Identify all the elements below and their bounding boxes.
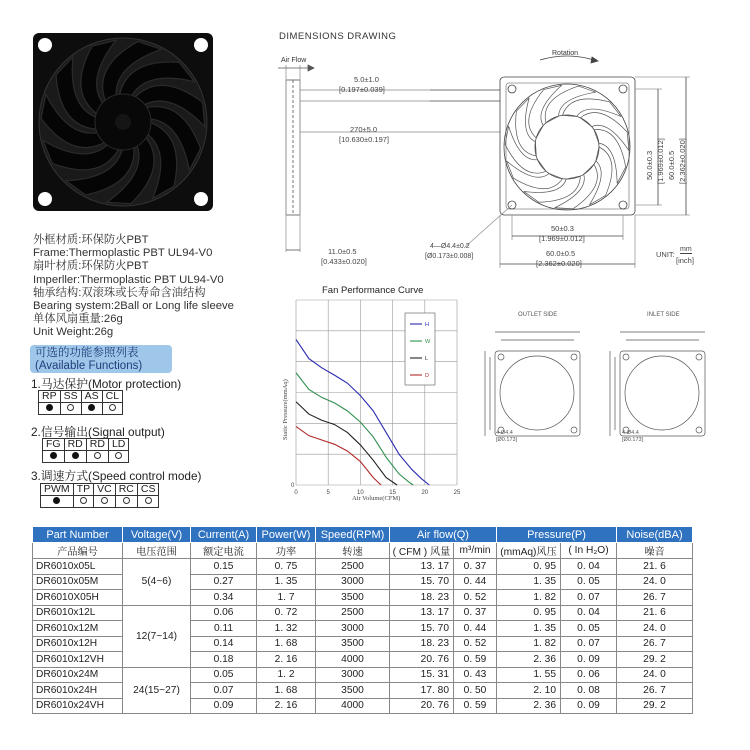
empty-circle-icon [145, 497, 152, 504]
table-cell: 0.15 [191, 559, 257, 575]
table-cell: 1. 82 [497, 590, 561, 606]
dim-hole-in: [Ø0.173±0.008] [425, 253, 474, 260]
motor-protection-heading: 1.马达保护(Motor protection) [31, 377, 182, 391]
chart-legend-label: W [425, 339, 431, 345]
outlet-side-label: OUTLET SIDE [518, 312, 558, 318]
table-cell: 0. 08 [561, 683, 617, 699]
table-cell: DR6010x24H [33, 683, 123, 699]
inlet-holes-label: 4-Ø4.4 [622, 430, 639, 436]
table-cell: 0.34 [191, 590, 257, 606]
option-label: RD [64, 439, 86, 451]
table-cell: 0. 05 [561, 574, 617, 590]
subheader-cell: (mmAq)风压 [497, 543, 561, 559]
spec-table [32, 526, 693, 714]
filled-dot-icon [53, 497, 60, 504]
table-cell: DR6010x12VH [33, 652, 123, 668]
dim-pitch: 50±0.3 [551, 224, 574, 233]
dim-hole: 4—Ø4.4±0.2 [430, 243, 470, 250]
inlet-holes-in-label: [Ø0.173] [622, 437, 644, 443]
table-cell: 26. 7 [617, 590, 693, 606]
subheader-cell: 功率 [257, 543, 316, 559]
filled-dot-icon [72, 452, 79, 459]
subheader-cell: m³/min [454, 543, 497, 559]
table-cell: 0. 06 [561, 667, 617, 683]
table-cell: 2500 [316, 559, 390, 575]
spec-line: Bearing system:2Ball or Long life sleeve [33, 300, 234, 313]
dim-lead-in: [10.630±0.197] [339, 135, 389, 144]
option-label: RP [39, 391, 61, 403]
fan-blade [594, 130, 626, 184]
table-cell: 1. 68 [257, 683, 316, 699]
table-cell: 3500 [316, 683, 390, 699]
table-cell: 0. 75 [257, 559, 316, 575]
unit-label: UNIT: [656, 250, 675, 259]
speed-control-heading: 3.调速方式(Speed control mode) [31, 469, 202, 483]
chart-ylabel: Static Pressure(mmAq) [282, 379, 289, 440]
subheader-cell: ( In H₂O) [561, 543, 617, 559]
option-label: PWM [41, 484, 74, 496]
table-cell: 0. 52 [454, 636, 497, 652]
chart-xtick-label: 5 [326, 490, 330, 496]
table-cell: DR6010x24VH [33, 698, 123, 714]
table-cell: 12(7~14) [123, 605, 191, 667]
table-cell: 5(4~6) [123, 559, 191, 606]
functions-title-en: (Available Functions) [35, 359, 143, 372]
table-row [33, 559, 693, 575]
table-cell: 0. 04 [561, 605, 617, 621]
chart-series-line-D [296, 426, 381, 485]
speed-control-table [40, 483, 159, 508]
table-cell: 0. 52 [454, 590, 497, 606]
chart-xtick-label: 10 [357, 490, 364, 496]
table-cell: 24(15~27) [123, 667, 191, 714]
subheader-cell: ( CFM ) 风量 [390, 543, 454, 559]
option-label: RC [115, 484, 137, 496]
table-cell: 0. 44 [454, 574, 497, 590]
table-cell: 3500 [316, 636, 390, 652]
chart-legend-label: H [425, 322, 429, 328]
table-cell: 0.14 [191, 636, 257, 652]
table-cell: 1. 35 [497, 574, 561, 590]
table-cell: 15. 31 [390, 667, 454, 683]
signal-output-table [42, 438, 129, 463]
table-cell: 3000 [316, 667, 390, 683]
functions-title-cn: 可选的功能参照列表 [35, 347, 139, 359]
table-header-row [33, 527, 693, 543]
table-cell: 0.06 [191, 605, 257, 621]
unit-inch: [inch] [676, 256, 694, 265]
outlet-side-drawing [485, 332, 580, 436]
empty-circle-icon [101, 497, 108, 504]
chart-legend-label: D [425, 373, 429, 379]
table-cell: 0. 09 [561, 652, 617, 668]
table-row [33, 605, 693, 621]
filled-dot-icon [50, 452, 57, 459]
spec-list [33, 234, 273, 340]
table-cell: 0. 50 [454, 683, 497, 699]
table-cell: 2. 36 [497, 652, 561, 668]
spec-line: Unit Weight:26g [33, 326, 114, 339]
table-cell: 21. 6 [617, 605, 693, 621]
table-cell: 1. 7 [257, 590, 316, 606]
subheader-cell: 噪音 [617, 543, 693, 559]
side-view-drawing [278, 65, 500, 252]
table-cell: 0.27 [191, 574, 257, 590]
chart-xtick-label: 0 [294, 490, 298, 496]
table-cell: 20. 76 [390, 698, 454, 714]
table-cell: 2500 [316, 605, 390, 621]
header-cell: Speed(RPM) [316, 527, 390, 543]
option-label: CS [137, 484, 159, 496]
table-cell: 1. 82 [497, 636, 561, 652]
inlet-side-label: INLET SIDE [647, 312, 680, 318]
dim-lead: 270±5.0 [350, 125, 378, 134]
table-cell: 3000 [316, 621, 390, 637]
chart-xtick-label: 20 [421, 490, 429, 496]
option-label: CL [102, 391, 122, 403]
table-cell: 1. 55 [497, 667, 561, 683]
header-cell: Current(A) [191, 527, 257, 543]
table-cell: DR6010x12L [33, 605, 123, 621]
option-label: TP [73, 484, 93, 496]
table-cell: 2. 10 [497, 683, 561, 699]
fan-blade [507, 161, 563, 189]
table-cell: 29. 2 [617, 652, 693, 668]
filled-dot-icon [46, 404, 53, 411]
table-cell: 0.05 [191, 667, 257, 683]
dim-size: 60.0±0.5 [546, 249, 576, 258]
header-cell: Part Number [33, 527, 123, 543]
spec-line: 扇叶材质:环保防火PBT [33, 260, 149, 273]
fan-blade [524, 176, 581, 202]
table-cell: 0.09 [191, 698, 257, 714]
table-cell: 0. 59 [454, 652, 497, 668]
header-cell: Voltage(V) [123, 527, 191, 543]
table-cell: 2. 36 [497, 698, 561, 714]
table-cell: 0. 05 [561, 621, 617, 637]
chart-xtick-label: 25 [453, 490, 461, 496]
table-cell: DR6010x12H [33, 636, 123, 652]
unit-mm: mm [680, 246, 692, 253]
option-label: FG [43, 439, 65, 451]
table-cell: DR6010x12M [33, 621, 123, 637]
empty-circle-icon [67, 404, 74, 411]
inlet-side-drawing [610, 332, 705, 436]
table-cell: 0. 95 [497, 559, 561, 575]
header-cell: Power(W) [257, 527, 316, 543]
table-cell: DR6010x24M [33, 667, 123, 683]
table-cell: 0. 44 [454, 621, 497, 637]
table-cell: 1. 35 [497, 621, 561, 637]
table-cell: 26. 7 [617, 683, 693, 699]
subheader-cell: 电压范围 [123, 543, 191, 559]
table-cell: 0. 04 [561, 559, 617, 575]
signal-output-heading: 2.信号输出(Signal output) [31, 425, 165, 439]
motor-protection-table [38, 390, 123, 415]
table-cell: 0.18 [191, 652, 257, 668]
dim-thick-in: [0.433±0.020] [321, 257, 367, 266]
outlet-holes-label: 4-Ø4.4 [496, 430, 513, 436]
spec-line: Imperller:Thermoplastic PBT UL94-V0 [33, 273, 224, 286]
table-cell: 0.07 [191, 683, 257, 699]
dim-depth-in: [0.197±0.039] [339, 85, 385, 94]
table-cell: 18. 23 [390, 636, 454, 652]
table-row [33, 667, 693, 683]
table-cell: 15. 70 [390, 621, 454, 637]
rotation-label: Rotation [552, 50, 579, 57]
table-cell: 24. 0 [617, 574, 693, 590]
table-cell: 0. 95 [497, 605, 561, 621]
option-label: LD [108, 439, 128, 451]
fan-blade [580, 113, 629, 151]
chart-xlabel: Air Volume(CFM) [352, 495, 401, 502]
table-cell: 1. 35 [257, 574, 316, 590]
fan-blade [545, 86, 596, 123]
header-cell: Noise(dBA) [617, 527, 693, 543]
dim-v2-in: [2.362±0.020] [678, 138, 687, 184]
table-cell: 0.11 [191, 621, 257, 637]
table-cell: 13. 17 [390, 605, 454, 621]
empty-circle-icon [94, 452, 101, 459]
table-subheader-row [33, 543, 693, 559]
dim-pitch-in: [1.969±0.012] [539, 234, 585, 243]
table-cell: 3000 [316, 574, 390, 590]
table-cell: 2. 16 [257, 652, 316, 668]
functions-badge [30, 345, 172, 373]
table-cell: 0. 72 [257, 605, 316, 621]
table-cell: 4000 [316, 698, 390, 714]
chart-title: Fan Performance Curve [322, 285, 424, 296]
table-cell: 1. 2 [257, 667, 316, 683]
empty-circle-icon [109, 404, 116, 411]
dim-v2: 60.0±0.5 [667, 150, 676, 180]
table-cell: 13. 17 [390, 559, 454, 575]
filled-dot-icon [88, 404, 95, 411]
table-cell: 3500 [316, 590, 390, 606]
table-cell: 26. 7 [617, 636, 693, 652]
table-cell: 1. 32 [257, 621, 316, 637]
spec-line: 单体风扇重量:26g [33, 313, 123, 326]
header-cell: Pressure(P) [497, 527, 617, 543]
table-cell: 21. 6 [617, 559, 693, 575]
table-cell: 17. 80 [390, 683, 454, 699]
spec-line: Frame:Thermoplastic PBT UL94-V0 [33, 247, 213, 260]
table-cell: 15. 70 [390, 574, 454, 590]
table-cell: DR6010x05M [33, 574, 123, 590]
dim-thick: 11.0±0.5 [328, 247, 357, 256]
table-cell: 4000 [316, 652, 390, 668]
fan-blade [505, 126, 546, 173]
table-cell: 24. 0 [617, 667, 693, 683]
table-cell: 20. 76 [390, 652, 454, 668]
chart-xtick-label: 15 [389, 490, 396, 496]
table-cell: 0. 09 [561, 698, 617, 714]
empty-circle-icon [80, 497, 87, 504]
airflow-label: Air Flow [281, 57, 307, 64]
table-cell: 1. 68 [257, 636, 316, 652]
subheader-cell: 额定电流 [191, 543, 257, 559]
option-label: AS [81, 391, 102, 403]
table-cell: 2. 16 [257, 698, 316, 714]
header-cell: Air flow(Q) [390, 527, 497, 543]
drawing-title: DIMENSIONS DRAWING [279, 31, 397, 42]
table-cell: 0. 43 [454, 667, 497, 683]
table-cell: 24. 0 [617, 621, 693, 637]
chart-legend-label: L [425, 356, 429, 362]
fan-blade [589, 147, 612, 205]
dim-v1-in: [1.969±0.012] [656, 138, 665, 184]
option-label: VC [94, 484, 116, 496]
table-cell: 0. 37 [454, 605, 497, 621]
subheader-cell: 转速 [316, 543, 390, 559]
table-cell: 0. 07 [561, 590, 617, 606]
chart-ytick-label: 0 [291, 483, 295, 489]
option-label: RD̅ [86, 439, 108, 451]
table-cell: DR6010X05H [33, 590, 123, 606]
dim-v1: 50.0±0.3 [645, 150, 654, 180]
subheader-cell: 产品编号 [33, 543, 123, 559]
table-cell: 0. 37 [454, 559, 497, 575]
spec-line: 轴承结构:双滚珠或长寿命含油结构 [33, 286, 206, 299]
performance-chart [291, 300, 461, 496]
chart-series-line-L [296, 402, 397, 485]
option-label: SS [60, 391, 81, 403]
table-cell: 0. 07 [561, 636, 617, 652]
table-cell: 18. 23 [390, 590, 454, 606]
table-cell: DR6010x05L [33, 559, 123, 575]
dim-size-in: [2.362±0.020] [536, 259, 582, 268]
fan-blade [562, 99, 621, 117]
outlet-holes-in-label: [Ø0.173] [496, 437, 518, 443]
dim-depth: 5.0±1.0 [354, 75, 379, 84]
fan-product-photo [33, 33, 213, 211]
table-cell: 0. 59 [454, 698, 497, 714]
empty-circle-icon [123, 497, 130, 504]
table-cell: 29. 2 [617, 698, 693, 714]
empty-circle-icon [115, 452, 122, 459]
spec-line: 外框材质:环保防火PBT [33, 234, 149, 246]
